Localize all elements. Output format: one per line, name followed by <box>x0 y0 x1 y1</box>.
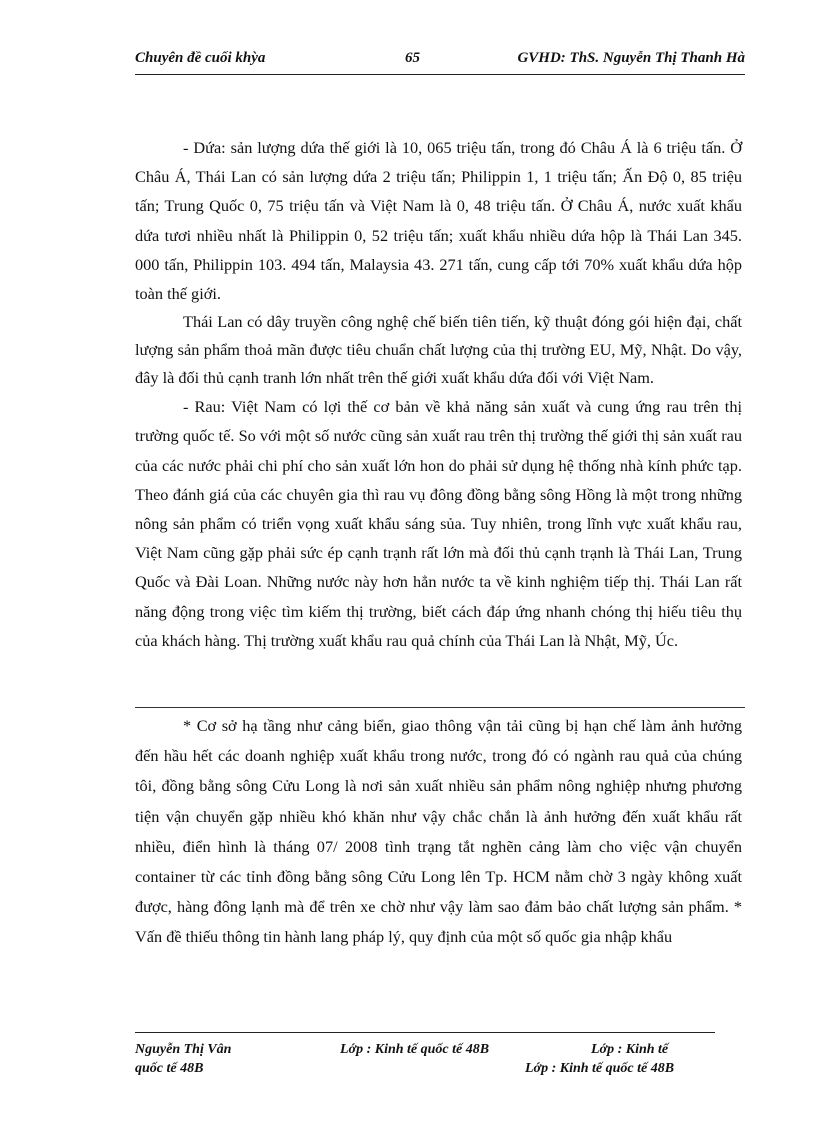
header-divider <box>135 74 745 75</box>
footer-class-1: Lớp : Kinh tế quốc tế 48B <box>340 1042 490 1057</box>
header-supervisor: GVHD: ThS. Nguyễn Thị Thanh Hà <box>517 50 745 66</box>
paragraph-vegetables: - Rau: Việt Nam có lợi thế cơ bản về khả năng sản xuất và cung ứng rau trên thị trường quốc tế. So với một số nước cũng sản xuất rau trên thị trường thế giới thị sản xuất rau của các nước phải chi phí cho sản xuất lớn hon do phải sử dụng hệ thống nhà kính phức tạp. Theo đánh giá của các chuyên gia thì rau vụ đông đồng bằng sông Hồng là một trong những nông sản phẩm có triển vọng xuất khẩu sáng sủa. Tuy nhiên, trong lĩnh vực xuất khẩu rau, Việt Nam cũng gặp phải sức ép cạnh trạnh rất lớn mà đối thủ cạnh trạnh là Thái Lan, Trung Quốc và Đài Loan. Những nước này hơn hẳn nước ta về kinh nghiệm tiếp thị. Thái Lan rất năng động trong việc tìm kiếm thị trường, biết cách đáp ứng nhanh chóng thị hiếu tiêu thụ của khách hàng. Thị trường xuất khẩu rau quả chính của Thái Lan là Nhật, Mỹ, Úc. <box>135 397 742 650</box>
footer-author-continued: quốc tế 48B <box>135 1061 204 1076</box>
body-text-bottom <box>135 711 742 953</box>
footer-class-3: Lớp : Kinh tế quốc tế 48B <box>525 1061 675 1076</box>
footer-divider <box>135 1032 715 1033</box>
paragraph-thailand: Thái Lan có dây truyền công nghệ chế biến tiên tiến, kỹ thuật đóng gói hiện đại, chất lượng sản phẩm thoả mãn được tiêu chuẩn chất lượng của thị trường EU, Mỹ, Nhật. Do vậy, đây là đối thủ cạnh tranh lớn nhất trên thế giới xuất khẩu dứa đối với Việt Nam. <box>135 312 742 388</box>
header-page-number: 65 <box>405 50 420 66</box>
footer-class-2: Lớp : Kinh tế <box>591 1042 669 1057</box>
page-header <box>135 48 745 74</box>
paragraph-infrastructure: * Cơ sở hạ tầng như cảng biển, giao thông vận tải cũng bị hạn chế làm ảnh hưởng đến hầu hết các doanh nghiệp xuất khẩu trong nước, trong đó có ngành rau quả của chúng tôi, đồng bằng sông Cửu Long là nơi sản xuất nhiều sản phẩm nông nghiệp nhưng phương tiện vận chuyển gặp nhiều khó khăn như vậy chắc chắn là ảnh hưởng đến xuất khẩu rất nhiều, điển hình là tháng 07/ 2008 tình trạng tắt nghẽn cảng làm cho việc vận chuyển container từ các tỉnh đồng bằng sông Cửu Long lên Tp. HCM nằm chờ 3 ngày không xuất được, hàng đông lạnh mà để trên xe chờ như vậy làm sao đảm bảo chất lượng sản phẩm. * Vấn đề thiếu thông tin hành lang pháp lý, quy định của một số quốc gia nhập khẩu <box>135 716 742 947</box>
paragraph-pineapple: - Dứa: sản lượng dứa thế giới là 10, 065 triệu tấn, trong đó Châu Á là 6 triệu tấn. Ở Châu Á, Thái Lan có sản lượng dứa 2 triệu tấn; Philippin 1, 1 triệu tấn; Ấn Độ 0, 85 triệu tấn; Trung Quốc 0, 75 triệu tấn và Việt Nam là 0, 48 triệu tấn. Ở Châu Á, nước xuất khẩu dứa tươi nhiều nhất là Philippin 0, 52 triệu tấn; xuất khẩu nhiều dứa hộp là Thái Lan 345. 000 tấn, Philippin 103. 494 tấn, Malaysia 43. 271 tấn, cung cấp tới 70% xuất khẩu dứa hộp toàn thế giới. <box>135 138 742 304</box>
body-text-top <box>135 133 742 655</box>
footer-author: Nguyễn Thị Vân <box>135 1042 232 1057</box>
section-divider <box>135 707 745 708</box>
header-document-title: Chuyên đề cuối khỳa <box>135 50 266 66</box>
